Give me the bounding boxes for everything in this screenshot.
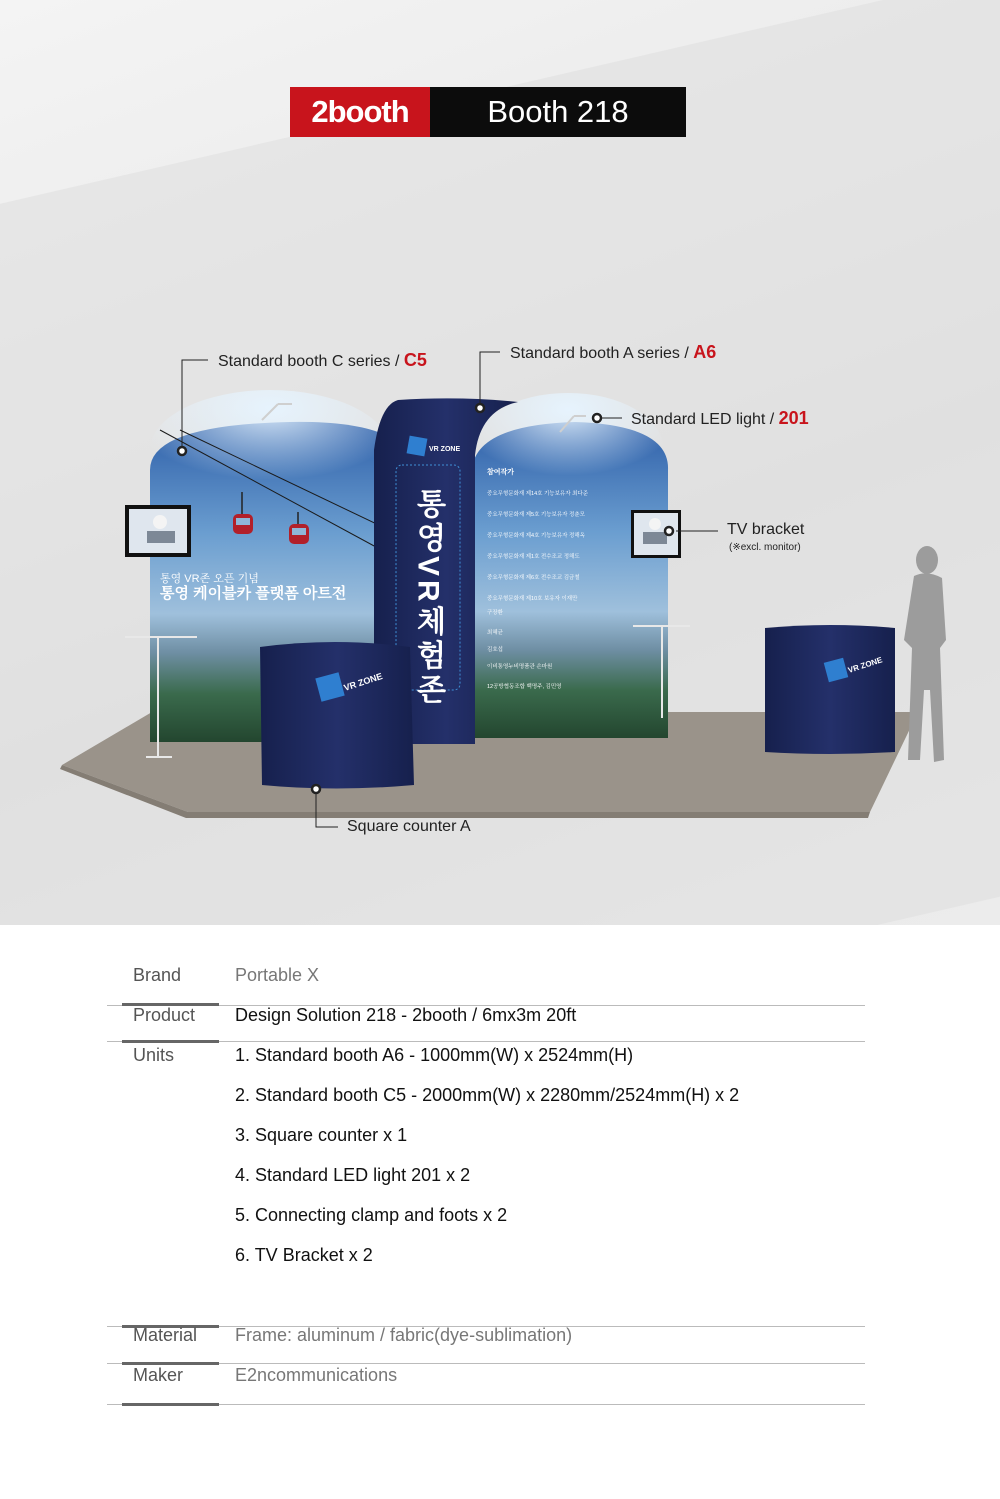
svg-text:VR ZONE: VR ZONE	[846, 655, 884, 675]
square-counter-front	[260, 642, 414, 789]
booth-title: Booth 218	[430, 87, 686, 137]
spec-row-brand	[107, 965, 865, 1005]
spec-row-product	[107, 1005, 865, 1045]
artist-item: 중요무형문화재 제14호 기능보유자 최다준	[487, 491, 589, 497]
unit-item: 5. Connecting clamp and foots x 2	[235, 1205, 508, 1225]
callout-c5	[218, 350, 427, 371]
units-list	[235, 1045, 739, 1325]
divider	[107, 1404, 865, 1405]
callout-tv: TV bracket	[727, 521, 805, 538]
artist-item: 최혜균	[487, 630, 503, 636]
spec-row-maker	[107, 1365, 865, 1405]
artist-item: 중요무형문화재 제5호 기능보유자 정춘모	[487, 512, 585, 518]
spec-value-maker: E2ncommunications	[235, 1365, 398, 1385]
spec-label-units: Units	[133, 1045, 175, 1065]
spec-value-product: Design Solution 218 - 2booth / 6mx3m 20ft	[235, 1005, 577, 1025]
label-underline	[122, 1040, 219, 1043]
callout-a6-label: Standard booth A series /	[510, 345, 694, 362]
label-underline	[122, 1403, 219, 1406]
artist-list-title: 참여작가	[487, 469, 515, 476]
artist-item: 중요무형문화재 제6호 전수조교 김금철	[487, 575, 580, 581]
banner-small-text: 통영 VR존 오픈 기념	[160, 573, 259, 585]
tower-vertical-title: 통영VR체험존	[411, 488, 445, 708]
human-silhouette	[904, 546, 946, 762]
callout-a6-code: A6	[693, 342, 717, 362]
callout-c5-code: C5	[403, 350, 427, 370]
divider	[107, 1363, 865, 1364]
unit-item: 1. Standard booth A6 - 1000mm(W) x 2524mm(H)	[235, 1045, 634, 1065]
divider	[107, 1041, 865, 1042]
callout-c5-label: Standard booth C series /	[218, 353, 404, 370]
spec-value-brand: Portable X	[235, 965, 320, 985]
artist-item: 구장환	[487, 610, 503, 616]
artist-item: 중요무형문화재 제1호 전수조교 정해도	[487, 554, 580, 560]
spec-row-units	[107, 1045, 865, 1325]
spec-label-brand: Brand	[133, 965, 182, 985]
spec-label-maker: Maker	[133, 1365, 184, 1385]
artist-item: 중요무형문화재 제10호 보유자 이재만	[487, 596, 578, 602]
unit-item: 2. Standard booth C5 - 2000mm(W) x 2280mm/2524mm(H) x 2	[235, 1085, 740, 1105]
banner-large-text: 통영 케이블카 플랫폼 아트전	[160, 585, 347, 602]
callout-counter: Square counter A	[347, 818, 471, 835]
square-counter-right	[765, 625, 895, 754]
callout-led-label: Standard LED light /	[631, 411, 779, 428]
callout-led-code: 201	[778, 408, 809, 428]
spec-value-material: Frame: aluminum / fabric(dye-sublimation)	[235, 1325, 573, 1345]
callout-a6	[510, 342, 716, 363]
callout-tv-note: (※excl. monitor)	[729, 542, 801, 553]
unit-item: 6. TV Bracket x 2	[235, 1245, 373, 1265]
svg-text:VR ZONE: VR ZONE	[342, 671, 384, 693]
brand-badge: 2booth	[290, 87, 430, 137]
spec-label-material: Material	[133, 1325, 198, 1345]
tv-monitor-left	[125, 505, 191, 557]
tv-monitor-right	[631, 510, 681, 558]
unit-item: 3. Square counter x 1	[235, 1125, 408, 1145]
artist-item: 12공방협동조합 백명주, 김민영	[487, 684, 562, 690]
callout-led	[631, 408, 809, 429]
spec-table	[107, 965, 865, 1405]
spec-label-product: Product	[133, 1005, 196, 1025]
artist-item: 김호섭	[487, 647, 503, 653]
artist-item: 중요무형문화재 제4호 기능보유자 정해옥	[487, 533, 585, 539]
unit-item: 4. Standard LED light 201 x 2	[235, 1165, 471, 1185]
svg-text:VR ZONE: VR ZONE	[429, 446, 461, 453]
spec-row-material	[107, 1325, 865, 1365]
artist-item: 이비통영누비명품관 손마원	[487, 664, 553, 670]
